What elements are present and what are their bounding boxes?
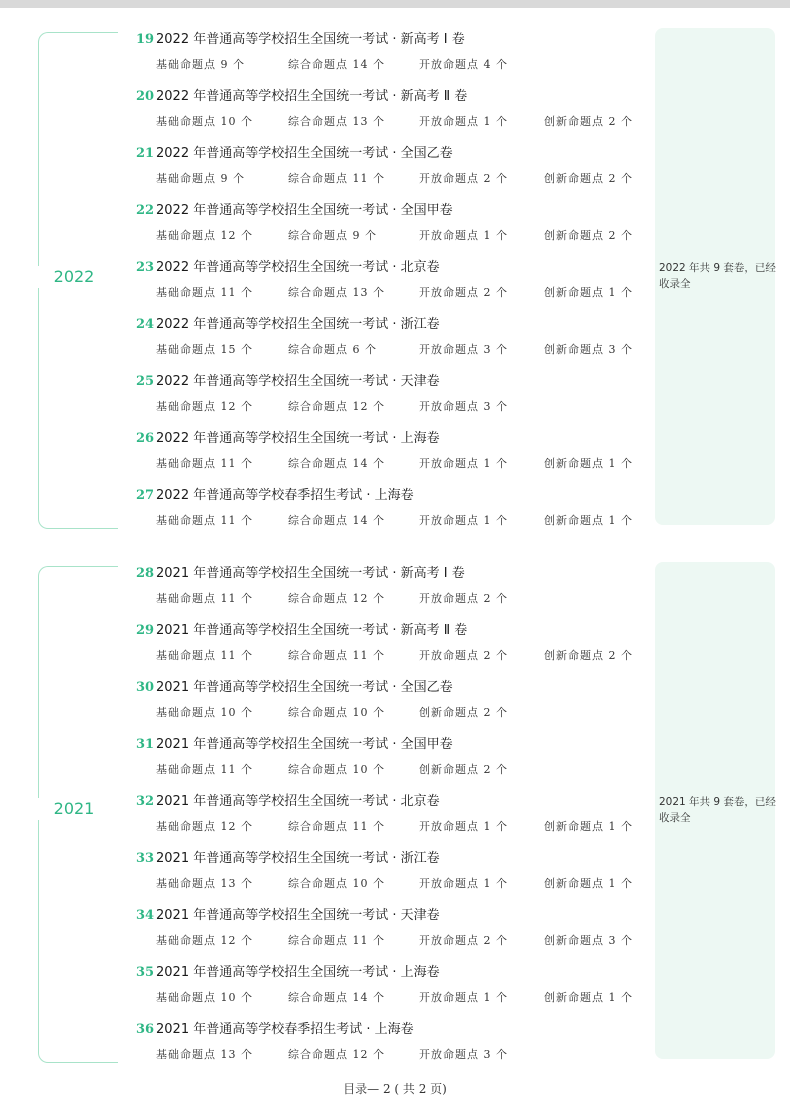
entry-stat: 基础命题点 12 个: [156, 934, 253, 947]
entry-stat: 综合命题点 9 个: [288, 229, 377, 242]
entry-number: 19: [136, 32, 155, 47]
entry-stat: 基础命题点 11 个: [156, 286, 253, 299]
entry-title: 2021 年普通高等学校招生全国统一考试 · 新高考 Ⅰ 卷: [156, 566, 465, 581]
toc-entry: [136, 370, 656, 427]
entry-title: 2021 年普通高等学校招生全国统一考试 · 浙江卷: [156, 851, 440, 866]
entry-stat: 创新命题点 1 个: [544, 991, 633, 1004]
year-label: 2022: [38, 266, 110, 288]
entry-stat: 综合命题点 10 个: [288, 706, 385, 719]
entry-stat: 基础命题点 11 个: [156, 649, 253, 662]
entry-title-row: [136, 619, 467, 639]
entry-stat: 基础命题点 13 个: [156, 1048, 253, 1061]
entry-stat: 综合命题点 11 个: [288, 934, 385, 947]
toc-entry: [136, 484, 656, 541]
entry-title-row: [136, 370, 440, 390]
entry-number: 31: [136, 737, 155, 752]
entry-stat: 基础命题点 12 个: [156, 400, 253, 413]
entry-title-row: [136, 28, 465, 48]
entry-title: 2022 年普通高等学校招生全国统一考试 · 北京卷: [156, 260, 440, 275]
entry-title-row: [136, 961, 440, 981]
toc-entry: [136, 790, 656, 847]
entry-title-row: [136, 256, 440, 276]
entry-stat: 创新命题点 2 个: [419, 706, 508, 719]
entry-stat: 基础命题点 10 个: [156, 706, 253, 719]
entry-stat: 基础命题点 10 个: [156, 115, 253, 128]
entry-title-row: [136, 484, 414, 504]
entry-stat: 基础命题点 15 个: [156, 343, 253, 356]
entry-title-row: [136, 427, 440, 447]
page-footer: 目录— 2 ( 共 2 页): [343, 1082, 447, 1096]
entry-stat: 基础命题点 11 个: [156, 514, 253, 527]
summary-note: 2022 年共 9 套卷，已经收录全: [659, 262, 776, 290]
entry-stat: 创新命题点 3 个: [544, 934, 633, 947]
entry-title-row: [136, 313, 440, 333]
toc-entry: [136, 256, 656, 313]
entry-title-row: [136, 142, 453, 162]
entry-stat: 开放命题点 2 个: [419, 934, 508, 947]
entry-stat: 创新命题点 1 个: [544, 286, 633, 299]
summary-panel: [655, 28, 775, 525]
entry-number: 26: [136, 431, 155, 446]
entry-stat: 创新命题点 2 个: [544, 172, 633, 185]
entry-stat: 开放命题点 2 个: [419, 592, 508, 605]
entry-stat: 综合命题点 12 个: [288, 1048, 385, 1061]
toc-entry: [136, 28, 656, 85]
entry-title-row: [136, 562, 465, 582]
entry-number: 32: [136, 794, 155, 809]
entry-stat: 创新命题点 1 个: [544, 877, 633, 890]
entry-stat: 开放命题点 1 个: [419, 229, 508, 242]
entry-number: 34: [136, 908, 155, 923]
entry-title: 2021 年普通高等学校招生全国统一考试 · 北京卷: [156, 794, 440, 809]
entry-number: 33: [136, 851, 155, 866]
entry-title-row: [136, 199, 453, 219]
entry-stat: 综合命题点 14 个: [288, 514, 385, 527]
toc-entry: [136, 619, 656, 676]
entry-stat: 开放命题点 3 个: [419, 1048, 508, 1061]
toc-entry: [136, 904, 656, 961]
entry-stat: 综合命题点 10 个: [288, 877, 385, 890]
toc-entry: [136, 676, 656, 733]
entry-stat: 创新命题点 1 个: [544, 457, 633, 470]
entry-stat: 基础命题点 9 个: [156, 172, 245, 185]
entry-title: 2022 年普通高等学校招生全国统一考试 · 全国甲卷: [156, 203, 453, 218]
entry-stat: 创新命题点 1 个: [544, 820, 633, 833]
entry-stat: 开放命题点 1 个: [419, 115, 508, 128]
entry-title-row: [136, 904, 440, 924]
entry-title: 2022 年普通高等学校招生全国统一考试 · 浙江卷: [156, 317, 440, 332]
toc-entry: [136, 313, 656, 370]
toc-entry: [136, 85, 656, 142]
entry-stat: 开放命题点 1 个: [419, 820, 508, 833]
entry-stat: 创新命题点 2 个: [419, 763, 508, 776]
entry-stat: 综合命题点 10 个: [288, 763, 385, 776]
entry-number: 25: [136, 374, 155, 389]
entry-stat: 综合命题点 12 个: [288, 592, 385, 605]
entry-title-row: [136, 85, 467, 105]
entry-stat: 开放命题点 1 个: [419, 877, 508, 890]
entry-number: 21: [136, 146, 155, 161]
entry-stat: 综合命题点 11 个: [288, 820, 385, 833]
entry-number: 27: [136, 488, 155, 503]
entry-title: 2022 年普通高等学校招生全国统一考试 · 上海卷: [156, 431, 440, 446]
entry-number: 35: [136, 965, 155, 980]
entry-title: 2022 年普通高等学校招生全国统一考试 · 新高考 Ⅱ 卷: [156, 89, 468, 104]
entry-stat: 基础命题点 12 个: [156, 229, 253, 242]
entry-stat: 开放命题点 3 个: [419, 400, 508, 413]
entry-stat: 综合命题点 14 个: [288, 58, 385, 71]
entry-title-row: [136, 790, 440, 810]
entry-stat: 创新命题点 1 个: [544, 514, 633, 527]
entry-stat: 基础命题点 11 个: [156, 763, 253, 776]
entry-stat: 综合命题点 14 个: [288, 991, 385, 1004]
toc-entry: [136, 427, 656, 484]
entry-title: 2021 年普通高等学校招生全国统一考试 · 新高考 Ⅱ 卷: [156, 623, 468, 638]
entry-stat: 开放命题点 2 个: [419, 286, 508, 299]
entry-title-row: [136, 676, 453, 696]
entry-stat: 开放命题点 1 个: [419, 991, 508, 1004]
entry-stat: 开放命题点 4 个: [419, 58, 508, 71]
entry-number: 28: [136, 566, 155, 581]
entry-stat: 基础命题点 12 个: [156, 820, 253, 833]
entry-stat: 基础命题点 13 个: [156, 877, 253, 890]
entry-stat: 综合命题点 11 个: [288, 649, 385, 662]
entry-stat: 开放命题点 2 个: [419, 649, 508, 662]
entry-title: 2021 年普通高等学校春季招生考试 · 上海卷: [156, 1022, 414, 1037]
entry-title: 2022 年普通高等学校招生全国统一考试 · 天津卷: [156, 374, 440, 389]
year-label: 2021: [38, 798, 110, 820]
toc-entry: [136, 733, 656, 790]
entry-stat: 综合命题点 13 个: [288, 115, 385, 128]
entry-number: 23: [136, 260, 155, 275]
entry-number: 30: [136, 680, 155, 695]
entry-number: 24: [136, 317, 155, 332]
entry-stat: 基础命题点 9 个: [156, 58, 245, 71]
entry-number: 22: [136, 203, 155, 218]
entry-title: 2021 年普通高等学校招生全国统一考试 · 全国甲卷: [156, 737, 453, 752]
entry-stat: 综合命题点 11 个: [288, 172, 385, 185]
top-bar: [0, 0, 790, 8]
toc-entry: [136, 199, 656, 256]
entry-stat: 综合命题点 12 个: [288, 400, 385, 413]
summary-note: 2021 年共 9 套卷，已经收录全: [659, 796, 776, 824]
entry-stat: 综合命题点 13 个: [288, 286, 385, 299]
entry-stat: 基础命题点 11 个: [156, 592, 253, 605]
entry-number: 29: [136, 623, 155, 638]
entry-stat: 综合命题点 6 个: [288, 343, 377, 356]
entry-title: 2022 年普通高等学校春季招生考试 · 上海卷: [156, 488, 414, 503]
entry-title: 2021 年普通高等学校招生全国统一考试 · 全国乙卷: [156, 680, 453, 695]
summary-panel: [655, 562, 775, 1059]
entry-stat: 综合命题点 14 个: [288, 457, 385, 470]
toc-entry: [136, 1018, 656, 1075]
entry-stat: 基础命题点 10 个: [156, 991, 253, 1004]
entry-title: 2022 年普通高等学校招生全国统一考试 · 新高考 Ⅰ 卷: [156, 32, 465, 47]
entry-title-row: [136, 733, 453, 753]
toc-entry: [136, 562, 656, 619]
entry-stat: 开放命题点 1 个: [419, 457, 508, 470]
entry-stat: 创新命题点 2 个: [544, 649, 633, 662]
entry-stat: 创新命题点 2 个: [544, 229, 633, 242]
toc-entry: [136, 961, 656, 1018]
entry-stat: 开放命题点 3 个: [419, 343, 508, 356]
entry-stat: 创新命题点 2 个: [544, 115, 633, 128]
entry-number: 20: [136, 89, 155, 104]
toc-entry: [136, 847, 656, 904]
entry-stat: 开放命题点 2 个: [419, 172, 508, 185]
entry-title-row: [136, 1018, 414, 1038]
entry-title: 2021 年普通高等学校招生全国统一考试 · 上海卷: [156, 965, 440, 980]
toc-entry: [136, 142, 656, 199]
entry-stat: 创新命题点 3 个: [544, 343, 633, 356]
entry-title: 2021 年普通高等学校招生全国统一考试 · 天津卷: [156, 908, 440, 923]
entry-stat: 开放命题点 1 个: [419, 514, 508, 527]
entry-stat: 基础命题点 11 个: [156, 457, 253, 470]
entry-title: 2022 年普通高等学校招生全国统一考试 · 全国乙卷: [156, 146, 453, 161]
entry-title-row: [136, 847, 440, 867]
entry-number: 36: [136, 1022, 155, 1037]
